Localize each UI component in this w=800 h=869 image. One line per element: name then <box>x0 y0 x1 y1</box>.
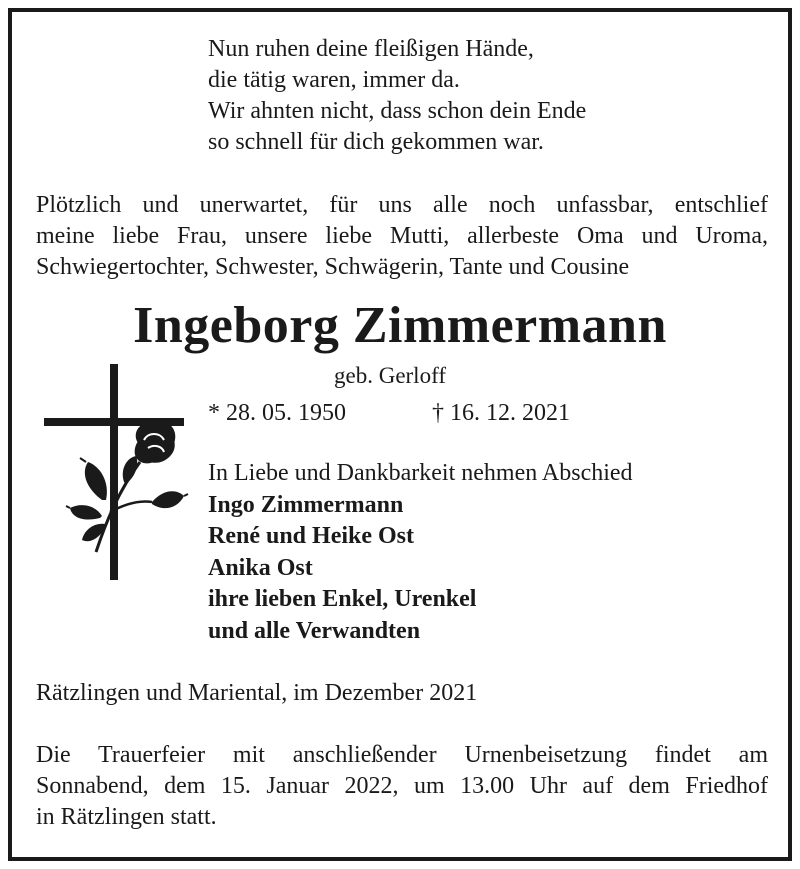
mourner-name: René und Heike Ost <box>208 523 415 549</box>
mourner-name: Anika Ost <box>208 554 313 581</box>
intro-text <box>36 190 768 283</box>
intro-line: Plötzlich und unerwartet, für uns alle noch unfassbar, entschlief <box>36 192 768 218</box>
birth-name: geb. Gerloff <box>334 363 446 388</box>
farewell-line: In Liebe und Dankbarkeit nehmen Abschied <box>208 460 633 486</box>
mourners <box>208 458 633 647</box>
poem-line: so schnell für dich gekommen war. <box>208 129 544 155</box>
service-line: in Rätzlingen statt. <box>36 804 217 830</box>
cross-with-rose-icon <box>40 362 190 582</box>
intro-line: meine liebe Frau, unsere liebe Mutti, allerbeste Oma und Uroma, <box>36 223 768 249</box>
place-and-date: Rätzlingen und Mariental, im Dezember 2021 <box>36 680 478 706</box>
service-line: Die Trauerfeier mit anschließender Urnenbeisetzung findet am <box>36 742 768 768</box>
obituary-notice <box>8 8 792 861</box>
service-line: Sonnabend, dem 15. Januar 2022, um 13.00 Uhr auf dem Friedhof <box>36 773 768 799</box>
mourner-name: und alle Verwandten <box>208 617 421 644</box>
mourner-name: Ingo Zimmermann <box>208 491 404 518</box>
poem-line: Wir ahnten nicht, dass schon dein Ende <box>208 98 587 124</box>
death-date: † 16. 12. 2021 <box>432 400 570 426</box>
birth-date: * 28. 05. 1950 <box>208 400 346 426</box>
intro-line: Schwiegertochter, Schwester, Schwägerin, Tante und Cousine <box>36 254 630 280</box>
funeral-service-info <box>36 740 768 833</box>
poem-line: die tätig waren, immer da. <box>208 67 460 93</box>
poem <box>208 34 586 158</box>
mourner-name: ihre lieben Enkel, Urenkel <box>208 586 477 612</box>
deceased-name: Ingeborg Zimmermann <box>133 297 667 354</box>
poem-line: Nun ruhen deine fleißigen Hände, <box>208 36 534 62</box>
